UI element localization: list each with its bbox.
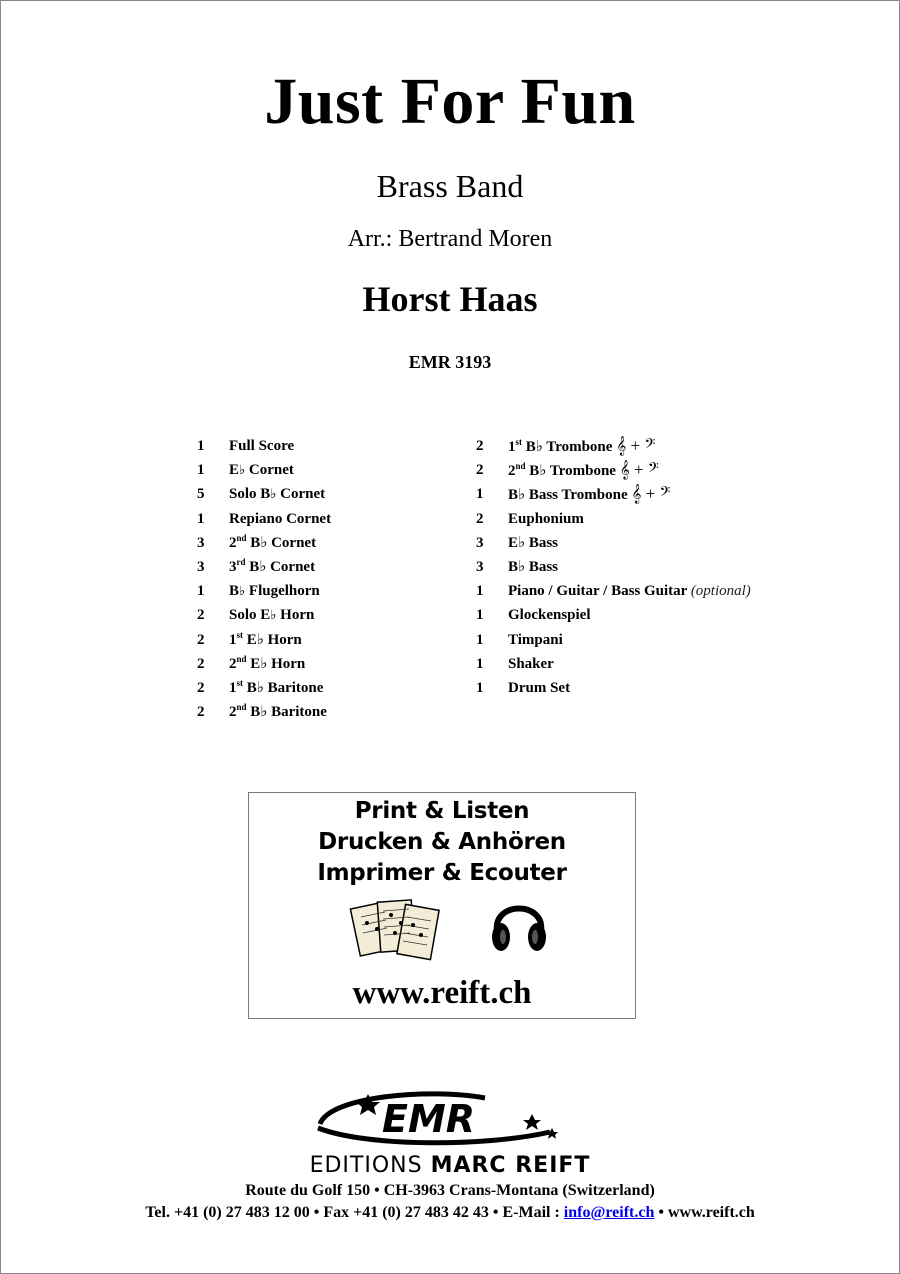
part-row <box>197 458 437 482</box>
part-name <box>508 628 563 652</box>
part-row <box>476 603 816 627</box>
part-name-rest: B♭ Baritone <box>246 704 327 721</box>
part-name-rest: E♭ Horn <box>243 631 302 648</box>
part-quantity: 2 <box>476 510 484 527</box>
part-quantity: 1 <box>476 631 484 648</box>
part-row <box>197 700 437 724</box>
arranger-credit: Arr.: Bertrand Moren <box>347 226 553 252</box>
part-quantity: 1 <box>476 679 484 696</box>
part-name-text: B♭ Bass Trombone <box>508 487 628 504</box>
part-name <box>508 579 751 603</box>
part-name <box>229 555 315 579</box>
flat-sign-icon: ♭ <box>270 486 277 502</box>
part-row <box>476 555 816 579</box>
part-row <box>197 628 437 652</box>
part-quantity: 1 <box>476 583 484 600</box>
part-name-rest: Flugelhorn <box>245 583 320 600</box>
part-name <box>508 676 570 700</box>
part-name <box>229 531 316 555</box>
part-name-text: Shaker <box>508 655 554 672</box>
part-quantity: 3 <box>197 534 205 551</box>
ordinal-suffix: st <box>236 677 243 688</box>
part-name-text: 2 <box>229 704 237 721</box>
part-name-text: 2 <box>508 463 516 480</box>
ordinal-suffix: rd <box>236 556 246 567</box>
part-quantity: 1 <box>476 486 484 503</box>
composer-name: Horst Haas <box>362 279 538 319</box>
part-row <box>197 507 437 531</box>
part-quantity: 1 <box>197 510 205 527</box>
part-quantity: 2 <box>197 655 205 672</box>
part-name <box>229 628 302 652</box>
part-row <box>476 507 816 531</box>
part-name <box>229 434 294 458</box>
part-quantity: 1 <box>476 655 484 672</box>
part-row <box>476 531 816 555</box>
part-quantity: 1 <box>197 462 205 479</box>
part-row <box>197 555 437 579</box>
promo-line-fr: Imprimer & Ecouter <box>317 860 567 886</box>
publisher-part-2: MARC <box>430 1153 516 1178</box>
ordinal-suffix: st <box>236 629 243 640</box>
part-name-text: Repiano Cornet <box>229 510 332 527</box>
part-name <box>229 700 327 724</box>
part-name-rest: Cornet <box>245 462 294 479</box>
parts-list-left <box>197 434 437 724</box>
part-row <box>476 676 816 700</box>
part-quantity: 5 <box>197 486 205 503</box>
part-quantity: 3 <box>476 534 484 551</box>
part-name-text: Full Score <box>229 438 295 454</box>
part-row <box>197 603 437 627</box>
part-row <box>476 652 816 676</box>
part-name-text: Solo E <box>229 607 271 624</box>
part-name <box>508 603 591 627</box>
part-name-text: Glockenspiel <box>508 607 591 624</box>
part-name-text: 2 <box>229 655 237 672</box>
part-row <box>197 676 437 700</box>
part-row <box>197 482 437 506</box>
part-name <box>508 482 670 507</box>
flat-sign-icon: ♭ <box>239 583 246 599</box>
part-name <box>508 507 584 531</box>
part-name <box>229 652 305 676</box>
part-name <box>508 555 558 579</box>
contact-phone-fax: Tel. +41 (0) 27 483 12 00 • Fax +41 (0) 27 483 42 43 • E-Mail : <box>145 1204 564 1221</box>
part-quantity: 1 <box>197 438 205 454</box>
part-name <box>508 652 554 676</box>
email-link[interactable]: info@reift.ch <box>563 1204 655 1221</box>
part-name-text: Solo B <box>229 486 271 503</box>
publisher-part-3: REIFT <box>515 1153 591 1178</box>
part-name-rest: B♭ Trombone <box>522 439 613 455</box>
part-name-rest: B♭ Baritone <box>243 679 324 696</box>
part-row <box>197 531 437 555</box>
ordinal-suffix: nd <box>236 702 247 713</box>
part-row <box>476 482 816 506</box>
part-name-text: 1 <box>508 439 516 455</box>
ordinal-suffix: nd <box>236 653 247 664</box>
part-name-text: E <box>229 462 240 479</box>
flat-sign-icon: ♭ <box>270 607 277 623</box>
publisher-address: Route du Golf 150 • CH-3963 Crans-Montana (Switzerland) <box>245 1182 655 1199</box>
page-title: Just For Fun <box>264 65 636 138</box>
part-name-text: B <box>229 583 240 600</box>
part-name <box>508 531 558 555</box>
part-name-text: Timpani <box>508 631 563 648</box>
part-name-rest: B♭ Trombone <box>525 463 616 480</box>
flat-sign-icon: ♭ <box>239 462 246 478</box>
publisher-contact <box>0 1204 900 1222</box>
part-row <box>197 579 437 603</box>
logo-text: EMR <box>382 1097 476 1141</box>
print-listen-box[interactable] <box>248 792 636 1019</box>
part-quantity: 2 <box>476 462 484 479</box>
ordinal-suffix: nd <box>515 461 526 472</box>
part-name-text: 1 <box>229 631 237 648</box>
part-row <box>197 434 437 458</box>
part-row <box>476 458 816 482</box>
publisher-name <box>0 1153 900 1178</box>
part-quantity: 3 <box>197 558 205 575</box>
clef-icons: 𝄞 + 𝄢 <box>616 436 656 455</box>
ordinal-suffix: st <box>515 437 522 447</box>
part-name-text: 1 <box>229 679 237 696</box>
part-row <box>197 652 437 676</box>
part-name <box>229 458 294 482</box>
part-name <box>229 603 314 627</box>
optional-note: (optional) <box>690 583 751 600</box>
part-name-text: Drum Set <box>508 679 571 696</box>
part-name <box>229 579 320 603</box>
part-name-rest: Cornet <box>276 486 326 503</box>
parts-list-right <box>476 434 816 700</box>
promo-line-en: Print & Listen <box>354 798 530 824</box>
part-name-text: 2 <box>229 534 237 551</box>
part-name <box>229 507 331 531</box>
part-name-text: Piano / Guitar / Bass Guitar <box>508 583 688 600</box>
part-name-rest: B♭ Cornet <box>245 558 316 575</box>
ordinal-suffix: nd <box>236 532 247 543</box>
ensemble-subtitle: Brass Band <box>376 168 524 204</box>
clef-icons: 𝄞 + 𝄢 <box>631 484 671 504</box>
part-quantity: 3 <box>476 558 484 575</box>
part-row <box>476 434 816 458</box>
part-quantity: 1 <box>476 607 484 624</box>
part-name <box>229 676 323 700</box>
promo-url[interactable]: www.reift.ch <box>352 975 532 1011</box>
part-quantity: 2 <box>197 679 205 696</box>
part-name-text: B♭ Bass <box>508 558 559 575</box>
part-name-text: E♭ Bass <box>508 534 559 551</box>
part-quantity: 2 <box>197 704 205 721</box>
part-row <box>476 628 816 652</box>
part-name-text: 3 <box>229 558 237 575</box>
publisher-part-1: EDITIONS <box>309 1153 431 1178</box>
part-quantity: 2 <box>197 607 205 624</box>
promo-line-de: Drucken & Anhören <box>318 829 566 855</box>
part-name <box>229 482 325 506</box>
catalog-number: EMR 3193 <box>408 352 492 372</box>
part-name-rest: Horn <box>276 607 315 624</box>
promo-lines <box>249 796 635 889</box>
clef-icons: 𝄞 + 𝄢 <box>619 460 659 480</box>
part-quantity: 2 <box>197 631 205 648</box>
emr-logo <box>310 1088 570 1150</box>
part-quantity: 2 <box>476 438 484 454</box>
headphones-icon <box>489 891 549 957</box>
part-quantity: 1 <box>197 583 205 600</box>
part-row <box>476 579 816 603</box>
sheet-music-icon <box>349 893 445 969</box>
part-name <box>508 434 655 459</box>
part-name <box>508 458 659 483</box>
contact-website: • www.reift.ch <box>654 1204 755 1221</box>
part-name-rest: E♭ Horn <box>246 655 306 672</box>
part-name-text: Euphonium <box>508 510 584 527</box>
part-name-rest: B♭ Cornet <box>246 534 317 551</box>
